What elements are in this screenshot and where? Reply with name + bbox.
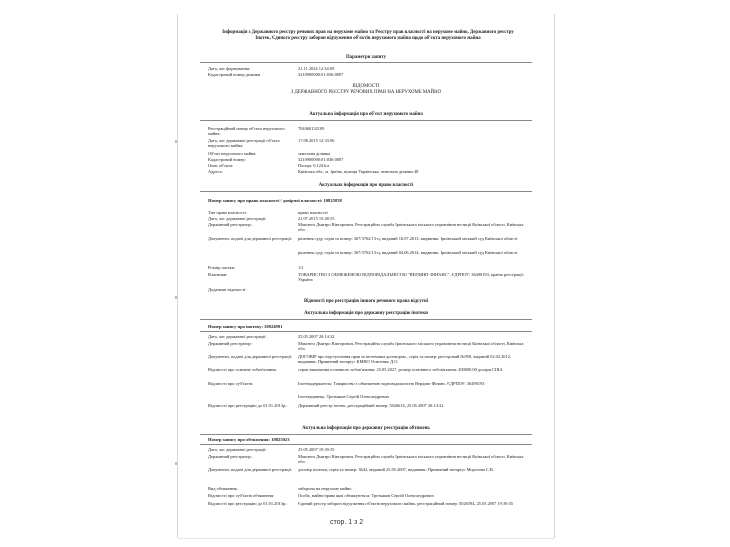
ownership-value: 21.07.2015 15:48:53	[298, 216, 335, 221]
query-section-title: Параметри запиту	[345, 55, 387, 60]
divider	[200, 120, 532, 121]
encumbrance-label: Відомості про реєстрацію до 01.01.2013р.:	[208, 501, 288, 506]
divider	[200, 191, 532, 192]
page-edge-mark	[175, 296, 177, 299]
encumbrance-record-number: Номер запису про обтяження: 10825023	[208, 437, 290, 442]
query-label: Дата, час формування:	[208, 66, 251, 71]
object-value: 3210900000:01:036:0007	[298, 157, 344, 162]
encumbrance-value: Максюта Дмитро Вікторович, Реєстраційна служба Ірпінського міського управління юстиції Київської області, Київська обл.	[298, 454, 524, 465]
divider	[200, 434, 532, 435]
encumbrance-section-title: Актуальна інформація про державну реєстрацію обтяжень	[302, 426, 430, 431]
object-value: 17.08.2015 12:33:06	[298, 138, 335, 143]
divider	[200, 319, 532, 320]
doc-title-line1: ВІДОМОСТІ	[352, 84, 380, 89]
mortgage-value: строк виконання основного зобов'язання: 25.05.2027, розмір основного зобов'язання: 200000.00 долари США	[298, 367, 503, 372]
mortgage-value: ДОГОВІР про відступлення прав за іпотечним договором , серія та номер: реєстровий №950, виданий 02.02.2012, видавник: Приватний нотаріус КМНО Осипенко Д.О.	[298, 354, 511, 365]
query-value: 21.11.2024 12:34:09	[298, 66, 335, 71]
mortgage-value: 25.05.2007 20:14:32	[298, 334, 335, 339]
ownership-label: Власники:	[208, 272, 228, 277]
mortgage-label: Відомості про основне зобов'язання:	[208, 367, 277, 372]
ownership-label: Тип права власності:	[208, 210, 247, 215]
no-other-rights: Відомості про реєстрацію іншого речового права відсутні	[303, 299, 429, 304]
ownership-label: Додаткові відомості:	[208, 287, 247, 292]
encumbrance-label: Документи, подані для державної реєстрації:	[208, 467, 293, 472]
object-value: Площа: 0.1241га	[298, 163, 330, 168]
object-label: Об'єкт нерухомого майна:	[208, 151, 257, 156]
mortgage-record-number: Номер запису про іпотеку: 10824991	[208, 324, 283, 329]
ownership-value: рішення суду, серія та номер: 367/3762/13-ц, виданий 16.07.2013, видавник: Ірпінський міський суд Київської області	[298, 236, 518, 241]
ownership-value: рішення суду, серія та номер: 367/3762/13-ц, виданий 04.06.2014, видавник: Ірпінський міський суд Київської області	[298, 250, 518, 255]
object-label: Адреса:	[208, 169, 223, 174]
encumbrance-label: Державний реєстратор:	[208, 454, 252, 459]
mortgage-label: Дата, час державної реєстрації:	[208, 334, 267, 339]
ownership-record-number: Номер запису про право власності / довірчої власності: 10825838	[208, 198, 342, 203]
divider	[200, 62, 532, 63]
document-header: Інформація з Державного реєстру речових прав на нерухоме майно та Реєстру прав власності на нерухоме майно, Державного реєстру Іпотек, Єдиного реєстру заборон відчуження об'єктів нерухомого майна щодо об'єкта нерухомого майна	[222, 30, 514, 41]
encumbrance-value: Єдиний реєстр заборон відчуження об'єктів нерухомого майна, реєстраційний номер: 5026594, 25.05.2007 19:39:35	[298, 501, 514, 506]
ownership-value: 1/1	[298, 265, 304, 270]
page-edge-mark	[175, 140, 177, 143]
divider	[200, 331, 532, 332]
mortgage-value: Максюта Дмитро Вікторович, Реєстраційна служба Ірпінського міського управління юстиції Київської області, Київська обл.	[298, 341, 524, 352]
mortgage-value: Іпотекодавець: Третьяков Сергій Олександрович	[298, 394, 390, 399]
object-section-title: Актуальна інформація про об'єкт нерухомого майна	[309, 112, 423, 117]
object-label: Дата, час державної реєстрації об'єкта нерухомого майна:	[208, 138, 280, 149]
mortgage-label: Відомості про реєстрацію до 01.01.2013р.:	[208, 403, 288, 408]
mortgage-label: Документи, подані для державної реєстрації:	[208, 354, 293, 359]
encumbrance-value: заборона на нерухоме майно	[298, 486, 352, 491]
encumbrance-label: Дата, час державної реєстрації:	[208, 447, 267, 452]
encumbrance-label: Відомості про суб'єктів обтяження:	[208, 493, 275, 498]
mortgage-label: Державний реєстратор:	[208, 341, 252, 346]
mortgage-label: Відомості про суб'єктів:	[208, 381, 254, 386]
ownership-label: Державний реєстратор:	[208, 222, 252, 227]
ownership-value: ТОВАРИСТВО З ОБМЕЖЕНОЮ ВІДПОВІДАЛЬНІСТЮ "ВЕРДИКТ ФІНАНС", ЄДРПОУ: 36490193, країна реєстрації: Україна	[298, 272, 525, 283]
object-label: Кадастровий номер:	[208, 157, 246, 162]
object-label: Опис об'єкта:	[208, 163, 234, 168]
encumbrance-value: 25.05.2007 19:39:35	[298, 447, 335, 452]
ownership-value: Максюта Дмитро Вікторович, Реєстраційна служба Ірпінського міського управління юстиції Київської області, Київська обл.	[298, 222, 524, 233]
encumbrance-value: договір іпотеки, серія та номер: 3642, виданий 25.05.2007, видавник: Приватний нотаріус Морозова С.В.	[298, 467, 494, 472]
query-value: 3210900000:01:036:0007	[298, 72, 344, 77]
mortgage-section-title: Актуальна інформація про державну реєстрацію іпотеки	[304, 311, 428, 316]
page-edge-mark	[175, 462, 177, 465]
ownership-label: Дата, час державної реєстрації:	[208, 216, 267, 221]
doc-title-line2: З ДЕРЖАВНОГО РЕЄСТРУ РЕЧОВИХ ПРАВ НА НЕРУХОМЕ МАЙНО	[290, 90, 442, 95]
ownership-section-title: Актуальна інформація про право власності	[318, 183, 414, 188]
encumbrance-label: Вид обтяження:	[208, 486, 238, 491]
object-label: Реєстраційний номер об'єкта нерухомого майна:	[208, 126, 285, 137]
ownership-label: Розмір частки:	[208, 265, 236, 270]
divider	[200, 444, 532, 445]
encumbrance-value: Особа, майно/права якої обтяжуються: Третьяков Сергій Олександрович	[298, 493, 434, 498]
ownership-value: право власності	[298, 210, 328, 215]
ownership-label: Документи, подані для державної реєстрації:	[208, 236, 293, 241]
mortgage-value: Іпотекодержатель: Товариство з обмеженою відповідальністю Вердикт Фінанс, ЄДРПОУ: 36490193	[298, 381, 485, 386]
object-value: 704460132109	[298, 126, 325, 131]
object-value: земельна ділянка	[298, 151, 331, 156]
query-label: Кадастровий номер ділянки	[208, 72, 261, 77]
object-value: Київська обл., м. Ірпінь, вулиця Українська, земельна ділянка 48	[298, 169, 419, 174]
document-page	[178, 14, 554, 538]
mortgage-value: Державний реєстр іпотек, реєстраційний номер: 5026616, 25.05.2007 20:14:32	[298, 403, 444, 408]
page-number: стор. 1 з 2	[330, 519, 364, 526]
